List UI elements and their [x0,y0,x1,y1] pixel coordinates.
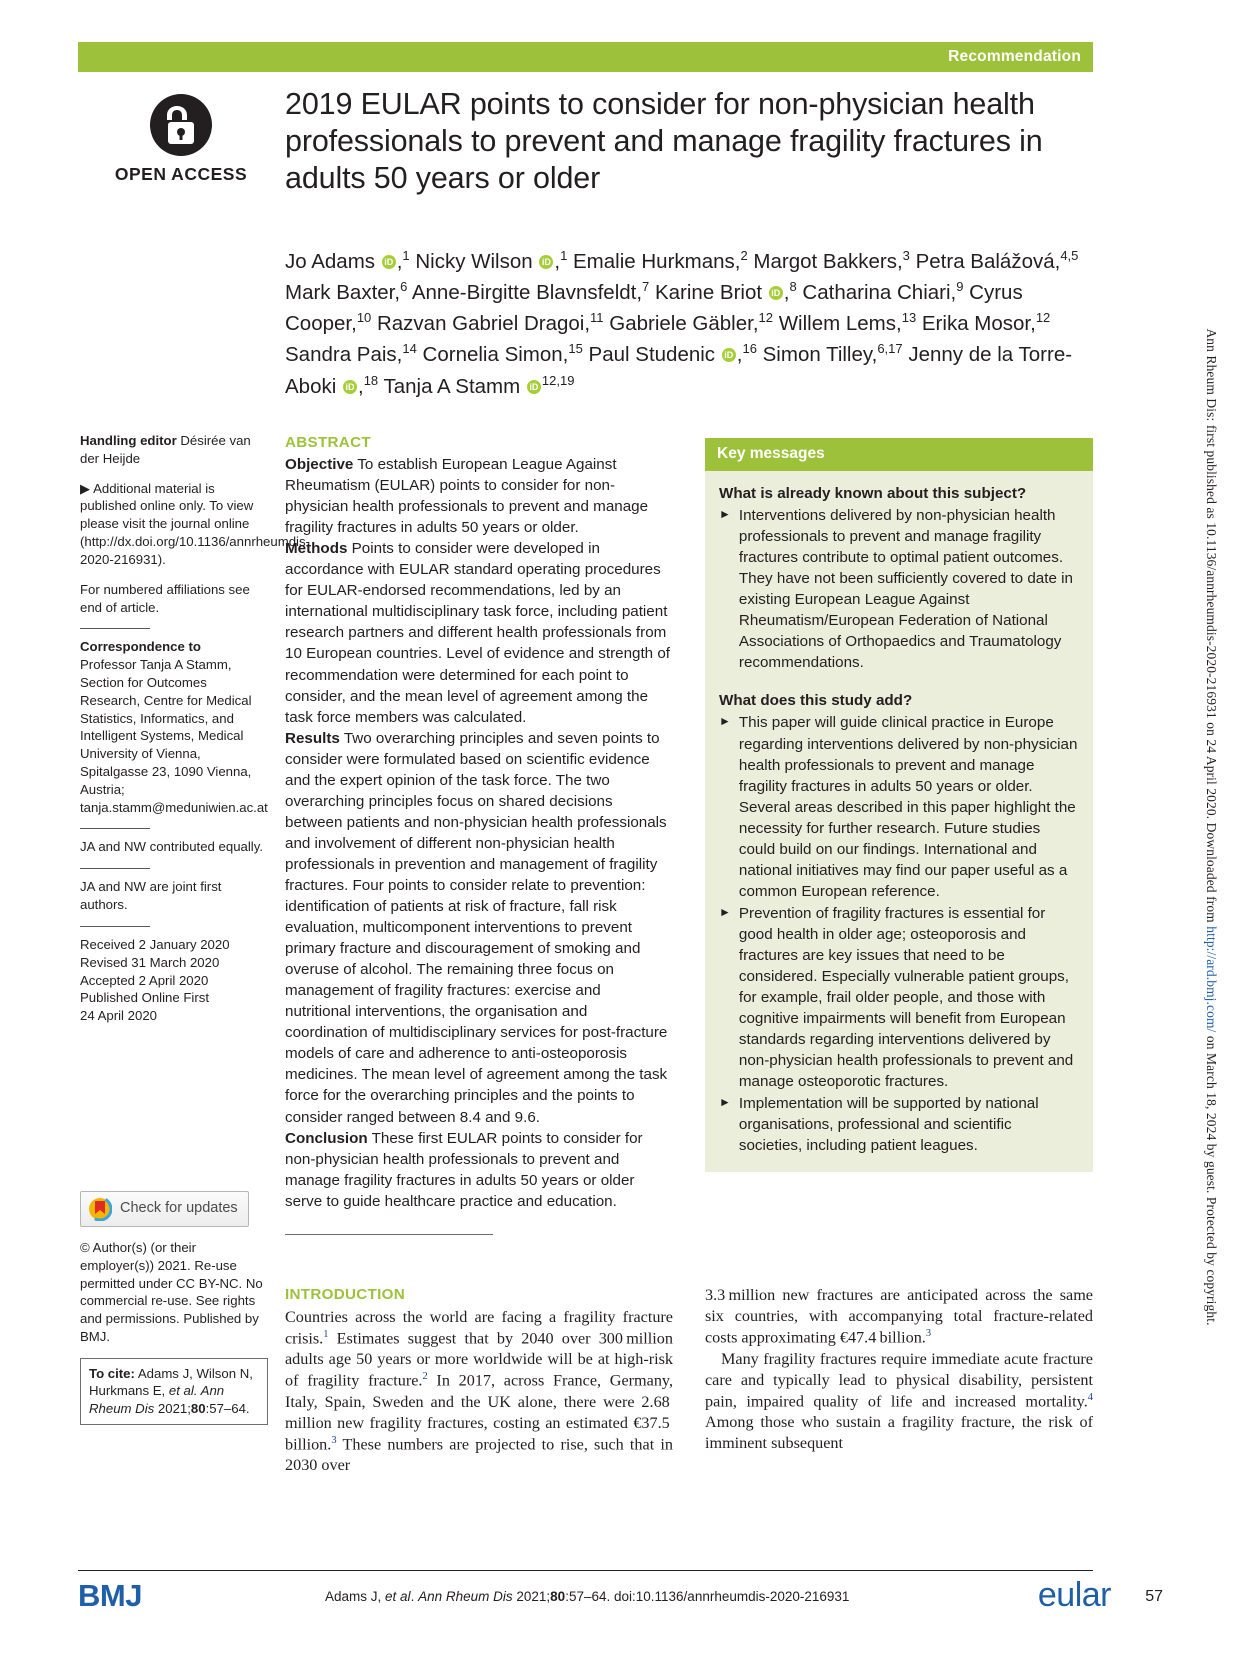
correspondence: Correspondence to Professor Tanja A Stamm, Section for Outcomes Research, Centre for Medical Statistics, Informatics, and Intelligent Systems, Medical University of Vienna, Spitalgasse 23, 1090 Vienna, Austria; tanja.stamm@meduniwien.ac.at [80,639,268,815]
introduction-paragraph: 3.3 million new fractures are anticipated across the same six countries, with accompanying total fracture-related costs approximating €47.4 billion.$^3$ [705,1286,1093,1347]
contributed-equally-note: JA and NW contributed equally. [80,839,264,855]
orcid-icon[interactable]: iD [527,380,541,394]
recommendation-label: Recommendation [948,48,1081,65]
to-cite-box: To cite: Adams J, Wilson N, Hurkmans E, et al. Ann Rheum Dis 2021;80:57–64. [80,1358,268,1426]
check-for-updates-button[interactable] [80,1191,249,1227]
triangle-bullet-icon: ► [719,507,731,522]
recommendation-band [78,42,1093,72]
abstract-conclusion [285,1128,670,1212]
abstract-objective-label: Objective [285,456,354,474]
affiliations-note: For numbered affiliations see end of article. [80,581,250,615]
page-number: 57 [1145,1588,1163,1605]
abstract-methods [285,538,670,727]
introduction-paragraph: Countries across the world are facing a fragility fracture crisis.$^1$ Estimates suggest that by 2040 over 300 million adults age 50 years or more worldwide will be at high-risk of fragility fracture.$^2$ In 2017, across France, Germany, Italy, Spain, Sweden and the UK alone, there were 2.68 million new fragility fractures, costing an estimated €37.5 billion.$^3$ These numbers are projected to rise, such that in 2030 over [285,1307,674,1475]
triangle-bullet-icon: ► [719,714,731,729]
introduction-heading: INTRODUCTION [285,1286,406,1303]
abstract-end-divider [285,1234,493,1235]
article-title: 2019 EULAR points to consider for non-physician health professionals to prevent and manage fragility fractures in adults 50 years or older [285,87,1043,195]
triangle-bullet-icon: ► [719,1095,731,1110]
crossmark-icon [88,1197,112,1221]
footer-divider [78,1570,1093,1571]
introduction-column-2 [705,1285,1093,1454]
joint-first-authors-note: JA and NW are joint first authors. [80,879,222,913]
divider [80,868,150,869]
open-access-badge [96,92,266,185]
orcid-icon[interactable]: iD [769,286,783,300]
vertical-note-text: Ann Rheum Dis: first published as 10.1136/annrheumdis-2020-216931 on 24 April 2020. Downloaded from http://ard.bmj.com/ on March 18, 2024 by guest. Protected by copyright. [1204,328,1219,1326]
abstract-objective-text: To establish European League Against Rheumatism (EULAR) points to consider for non-physician health professionals to prevent and manage fragility fractures in adults 50 years or older. [285,456,649,537]
key-messages-heading: What is already known about this subject? [719,485,1027,502]
abstract-methods-text: Points to consider were developed in accordance with EULAR standard operating procedures for EULAR-endorsed recommendations, led by an international multidisciplinary task force, including patient research partners and different health professionals from 10 European countries. Level of evidence and strength of recommendation were determined for each point to consider, and the mean level of agreement among the task force members was calculated. [285,540,671,726]
check-for-updates-label: Check for updates [120,1200,238,1217]
key-message-text: Interventions delivered by non-physician health professionals to prevent and manage fragility fractures contribute to optimal patient outcomes. They have not been sufficiently covered to date in existing European League Against Rheumatism/European Federation of National Associations of Orthopaedics and Traumatology recommendations. [738,507,1073,672]
key-message-item [719,712,1079,901]
footer-citation: Adams J, et al. Ann Rheum Dis 2021;80:57–64. doi:10.1136/annrheumdis-2020-216931 [325,1589,850,1604]
eular-logo: eular [1037,1576,1111,1614]
key-messages-heading: What does this study add? [719,692,913,710]
key-message-item [719,1093,1079,1156]
abstract-section [285,432,670,1235]
abstract-results-text: Two overarching principles and seven points to consider were formulated based on scientific evidence and the expert opinion of the task force. The two overarching principles focus on shared decisions between patients and non-physician health professionals and involvement of different non-physician health professionals in prevention and management of fragility fractures. Four points to consider relate to prevention: identification of patients at risk of fracture, fall risk evaluation, multicomponent interventions to prevent primary fracture and discouragement of smoking and overuse of alcohol. The remaining three focus on management of fragility fractures: exercise and nutritional interventions, the organisation and coordination of multidisciplinary services for post-fracture models of care and adherence to anti-osteoporosis medicines. The mean level of agreement among the task force for the overarching principles and the points to consider ranged between 8.4 and 9.6. [285,729,668,1126]
triangle-bullet-icon: ► [719,904,731,919]
abstract-conclusion-label: Conclusion [285,1129,368,1147]
divider [80,828,150,829]
abstract-methods-label: Methods [285,540,348,558]
key-message-item [719,505,1079,673]
divider [80,628,150,629]
orcid-icon[interactable]: iD [722,348,736,362]
introduction-column-1 [285,1285,673,1476]
copyright-notice: © Author(s) (or their employer(s)) 2021. Re-use permitted under CC BY-NC. No commercial re-use. See rights and permissions. Published by BMJ. [80,1239,263,1344]
sidebar-metadata [80,432,310,1425]
author-list: Jo Adams iD ,$^1$ Nicky Wilson iD ,$^1$ Emalie Hurkmans,$^2$ Margot Bakkers,$^3$ Petra Balážová,$^{4,5}$ Mark Baxter,$^6$ Anne-Birgitte Blavnsfeldt,$^7$ Karine Briot iD ,$^8$ Catharina Chiari,$^9$ Cyrus Cooper,$^{10}$ Razvan Gabriel Dragoi,$^{11}$ Gabriele Gäbler,$^{12}$ Willem Lems,$^{13}$ Erika Mosor,$^{12}$ Sandra Pais,$^{14}$ Cornelia Simon,$^{15}$ Paul Studenic iD ,$^{16}$ Simon Tilley,$^{6,17}$ Jenny de la Torre-Aboki iD ,$^{18}$ Tanja A Stamm iD $^{12,19}$ [285,248,1079,398]
bmj-logo: BMJ [78,1578,142,1613]
orcid-icon[interactable]: iD [382,255,396,269]
introduction-paragraph: Many fragility fractures require immediate acute fracture care and typically lead to physical disability, persistent pain, impaired quality of life and increased mortality.$^4$ Among those who sustain a fragility fracture, the risk of imminent subsequent [705,1349,1093,1453]
divider [80,926,150,927]
orcid-icon[interactable]: iD [343,380,357,394]
vertical-publication-note [1181,0,1241,1654]
key-messages-body [705,471,1093,1172]
additional-material-note: ▶ Additional material is published online only. To view please visit the journal online (http://dx.doi.org/10.1136/annrheumdis-2020-216931). [80,480,310,567]
key-message-text: Prevention of fragility fractures is essential for good health in older age; osteoporosis and fractures are key issues that need to be considered. Especially vulnerable patient groups, for example, frail older people, and those with cognitive impairments will benefit from European standards regarding interventions delivered by non-physician health professionals to prevent and manage osteoporotic fractures. [738,904,1074,1091]
key-messages-title: Key messages [705,438,1093,471]
abstract-results-label: Results [285,729,340,747]
key-message-text: This paper will guide clinical practice in Europe regarding interventions delivered by non-physician health professionals to prevent and manage fragility fractures in adults 50 years or older. Several areas described in this paper highlight the necessity for further research. Future studies could build on our findings. International and national initiatives may find our paper useful as a common European reference. [738,714,1078,900]
orcid-icon[interactable]: iD [539,255,553,269]
abstract-conclusion-text: These first EULAR points to consider for non-physician health professionals to prevent and manage fragility fractures in adults 50 years or older serve to guide healthcare practice and education. [285,1129,643,1210]
abstract-heading: ABSTRACT [285,434,371,451]
key-message-text: Implementation will be supported by national organisations, professional and scientific societies, including patient leagues. [738,1095,1039,1155]
open-lock-icon [148,92,214,158]
open-access-label: OPEN ACCESS [114,164,248,184]
key-messages-box [705,438,1093,1172]
abstract-objective [285,454,670,538]
key-message-item [719,903,1079,1092]
publication-dates: Received 2 January 2020 Revised 31 March 2020 Accepted 2 April 2020 Published Online First 24 April 2020 [80,936,230,1024]
abstract-results [285,728,670,1128]
handling-editor: Handling editor Désirée van der Heijde [80,433,251,466]
